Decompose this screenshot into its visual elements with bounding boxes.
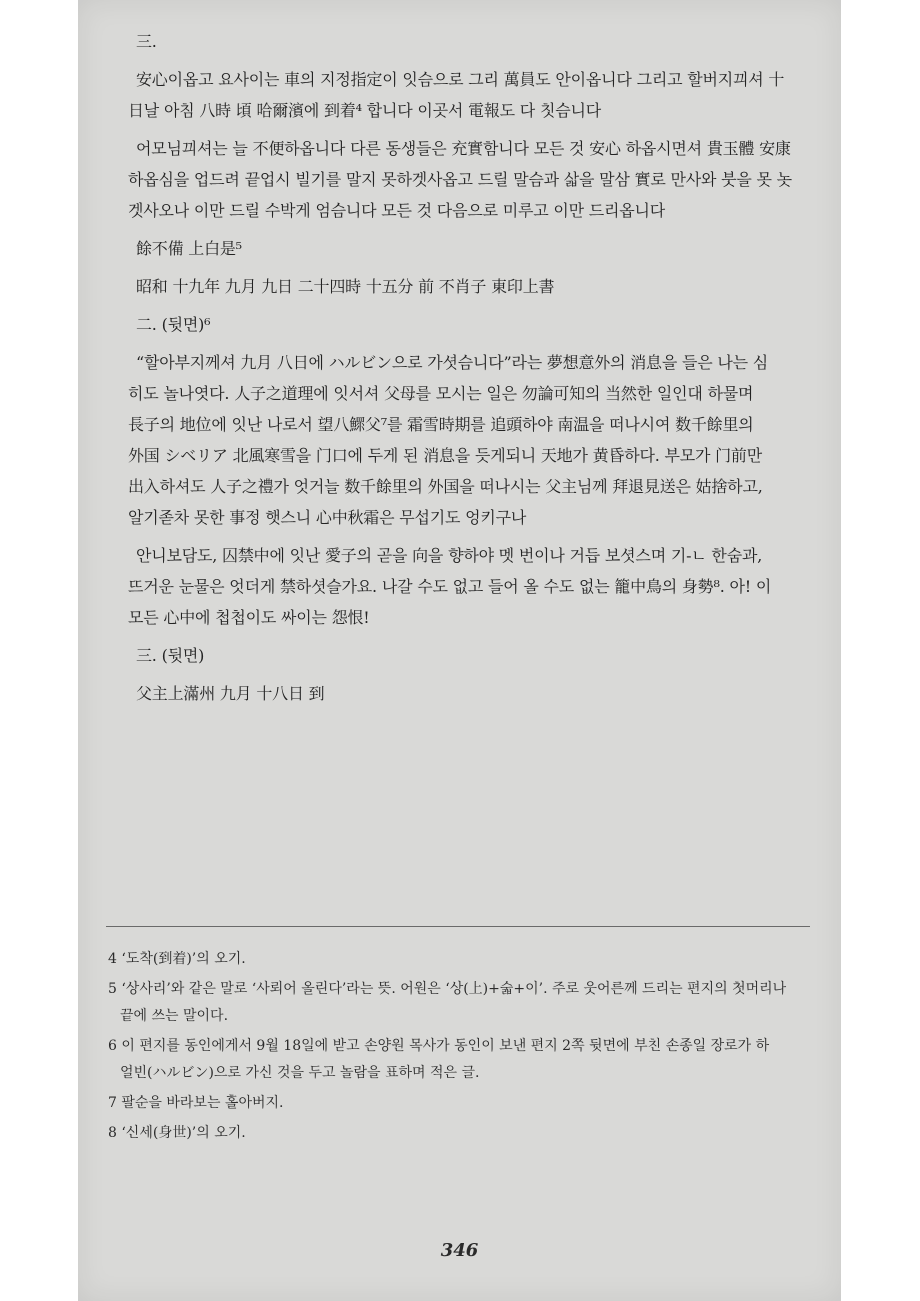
book-page: [78, 0, 841, 1301]
paragraph: 안니보담도, 囚禁中에 잇난 愛子의 곧을 向을 향하야 멧 번이나 거듭 보셧스며 기-ㄴ 한숨과, 뜨거운 눈물은 엇더게 禁하셧슬가요. 나갈 수도 없고 들어 올 수도 없는 籠中鳥의 身勢⁸. 아! 이 모든 心中에 첩첩이도 싸이는 怨恨!: [128, 546, 772, 627]
footnotes: [108, 946, 814, 1150]
paragraph: 安心이옵고 요사이는 車의 지정指定이 잇슴으로 그리 萬員도 안이옵니다 그리고 할버지끠셔 十 日날 아침 八時 頃 哈爾濱에 到着⁴ 합니다 이곳서 電報도 다 칫슴니다: [128, 70, 785, 120]
footnote-divider: [106, 926, 810, 927]
footnote: 4 ‘도착(到着)’의 오기.: [108, 951, 246, 967]
paragraph: 三. (뒷면): [136, 646, 205, 665]
paragraph: 三.: [136, 32, 157, 51]
footnote: 6 이 편지를 동인에게서 9월 18일에 받고 손양원 목사가 동인이 보낸 편지 2쪽 뒷면에 부친 손종일 장로가 하 얼빈(ハルビン)으로 가신 것을 두고 놀람을 표하며 적은 글.: [108, 1038, 770, 1081]
page-number: 346: [440, 1240, 479, 1261]
paragraph: 昭和 十九年 九月 九日 二十四時 十五分 前 不肖子 東印上書: [136, 277, 555, 296]
paragraph: 餘不備 上白是⁵: [136, 239, 242, 258]
paragraph: “할아부지께셔 九月 八日에 ハルビン으로 가셧슴니다”라는 夢想意外의 消息을 들은 나는 심 히도 놀나엿다. 人子之道理에 잇서셔 父母를 모시는 일은 勿論可知의 当然한 일인대 하물며 長子의 地位에 잇난 나로서 望八鰥父⁷를 霜雪時期를 追頭하야 南温을 떠나시여 数千餘里의 外国 シベリア 北風寒雪을 门口에 두게 된 消息을 듯게되니 天地가 黄昏하다. 부모가 门前만 出入하셔도 人子之禮가 엇거늘 数千餘里의 外国을 떠나시는 父主님께 拜退見送은 姑捨하고, 알기졷차 못한 事정 햇스니 心中秋霜은 무섭기도 엉키구나: [128, 353, 769, 527]
paragraph: 어모님끠셔는 늘 不便하옵니다 다른 동생들은 充實함니다 모든 것 安心 하옵시면셔 貴玉體 安康 하옵심을 업드려 끝업시 빌기를 말지 못하겟사옵고 드릴 말슴과 삷을 말삼 實로 만사와 붓을 못 놋 겟사오나 이만 드릴 수박게 엄슴니다 모든 것 다음으로 미루고 이만 드리옵니다: [128, 139, 792, 220]
footnote: 8 ‘신세(身世)’의 오기.: [108, 1125, 246, 1141]
paragraph: 父主上滿州 九月 十八日 到: [136, 684, 325, 703]
paragraph: 二. (뒷면)⁶: [136, 315, 211, 334]
footnote: 7 팔순을 바라보는 홀아버지.: [108, 1095, 284, 1111]
footnote: 5 ‘상사리’와 같은 말로 ‘사뢰어 올린다’라는 뜻. 어원은 ‘상(上)+숣+이’. 주로 웃어른께 드리는 편지의 첫머리나 끝에 쓰는 말이다.: [108, 981, 787, 1024]
letter-body: [128, 26, 806, 716]
